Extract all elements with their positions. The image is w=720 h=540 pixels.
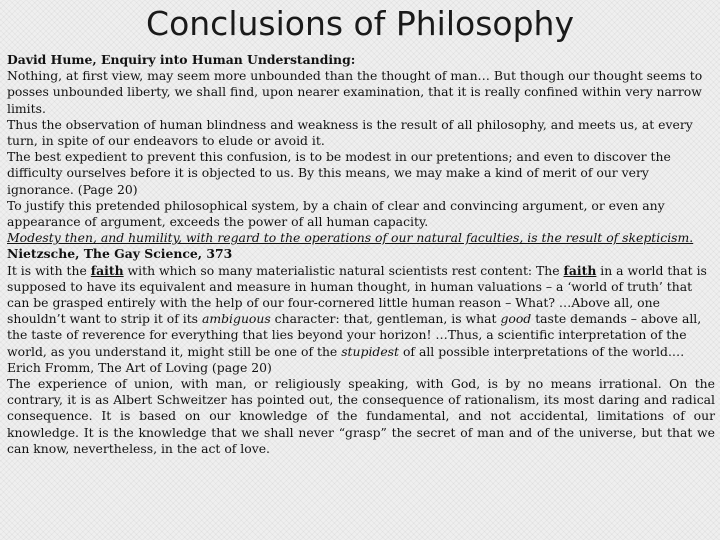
nietzsche-text-1: It is with the <box>7 262 91 278</box>
hume-conclusion: Modesty then, and humility, with regard to the operations of our natural faculties, is the result of skepticism. <box>7 230 694 246</box>
nietzsche-text-6: of all possible interpretations of the world.… <box>399 343 685 359</box>
slide-title: Conclusions of Philosophy <box>146 4 574 43</box>
nietzsche-heading: Nietzsche, The Gay Science, 373 <box>7 246 233 262</box>
hume-paragraph-2: Thus the observation of human blindness and weakness is the result of all philosophy, and meets us, at every turn, in spite of our endeavors to elude or avoid it. <box>7 116 693 149</box>
faith-emphasis-1: faith <box>90 262 124 278</box>
good-emphasis: good <box>500 311 532 327</box>
hume-heading: David Hume, Enquiry into Human Understanding: <box>7 52 356 67</box>
slide-body <box>7 52 715 457</box>
hume-paragraph-4: To justify this pretended philosophical system, by a chain of clear and convincing argument, or even any appearance of argument, exceeds the power of all human capacity. <box>7 197 665 230</box>
hume-paragraph-3: The best expedient to prevent this confusion, is to be modest in our pretentions; and even to discover the difficulty ourselves before it is objected to us. By this means, we may make a kind of merit of our very ignorance. (Page 20) <box>7 149 671 197</box>
fromm-heading: Erich Fromm, The Art of Loving (page 20) <box>7 359 272 375</box>
nietzsche-text-4: character: that, gentleman, is what <box>270 311 501 327</box>
nietzsche-text-3: in a world that is supposed to have its equivalent and measure in human thought, in human valuations – a ‘world of truth’ that can be grasped entirely with the help of our four-cornered little human reason – What? …Above all, one shouldn’t want to strip it of its <box>7 262 707 327</box>
hume-paragraph-1: Nothing, at first view, may seem more unbounded than the thought of man… But though our thought seems to posses unbounded liberty, we shall find, upon nearer examination, that it is really confined within very narrow limits. <box>7 68 703 116</box>
stupidest-emphasis: stupidest <box>341 343 400 359</box>
faith-emphasis-2: faith <box>563 262 597 278</box>
ambiguous-emphasis: ambiguous <box>201 311 271 327</box>
nietzsche-text-5: taste demands – above all, the taste of reverence for everything that lies beyond your horizon! …Thus, a scientific interpretation of the world, as you understand it, might still be one of the <box>7 311 702 359</box>
nietzsche-text-2: with which so many materialistic natural scientists rest content: The <box>123 262 564 278</box>
fromm-quote: The experience of union, with man, or religiously speaking, with God, is by no means irrational. On the contrary, it is as Albert Schweitzer has pointed out, the consequence of rationalism, its most daring and radical consequence. It is based on our knowledge of the fundamental, and not accidental, limitations of our knowledge. It is the knowledge that we shall never “grasp” the secret of man and of the universe, but that we can know, nevertheless, in the act of love. <box>7 376 715 456</box>
nietzsche-quote <box>7 263 715 360</box>
